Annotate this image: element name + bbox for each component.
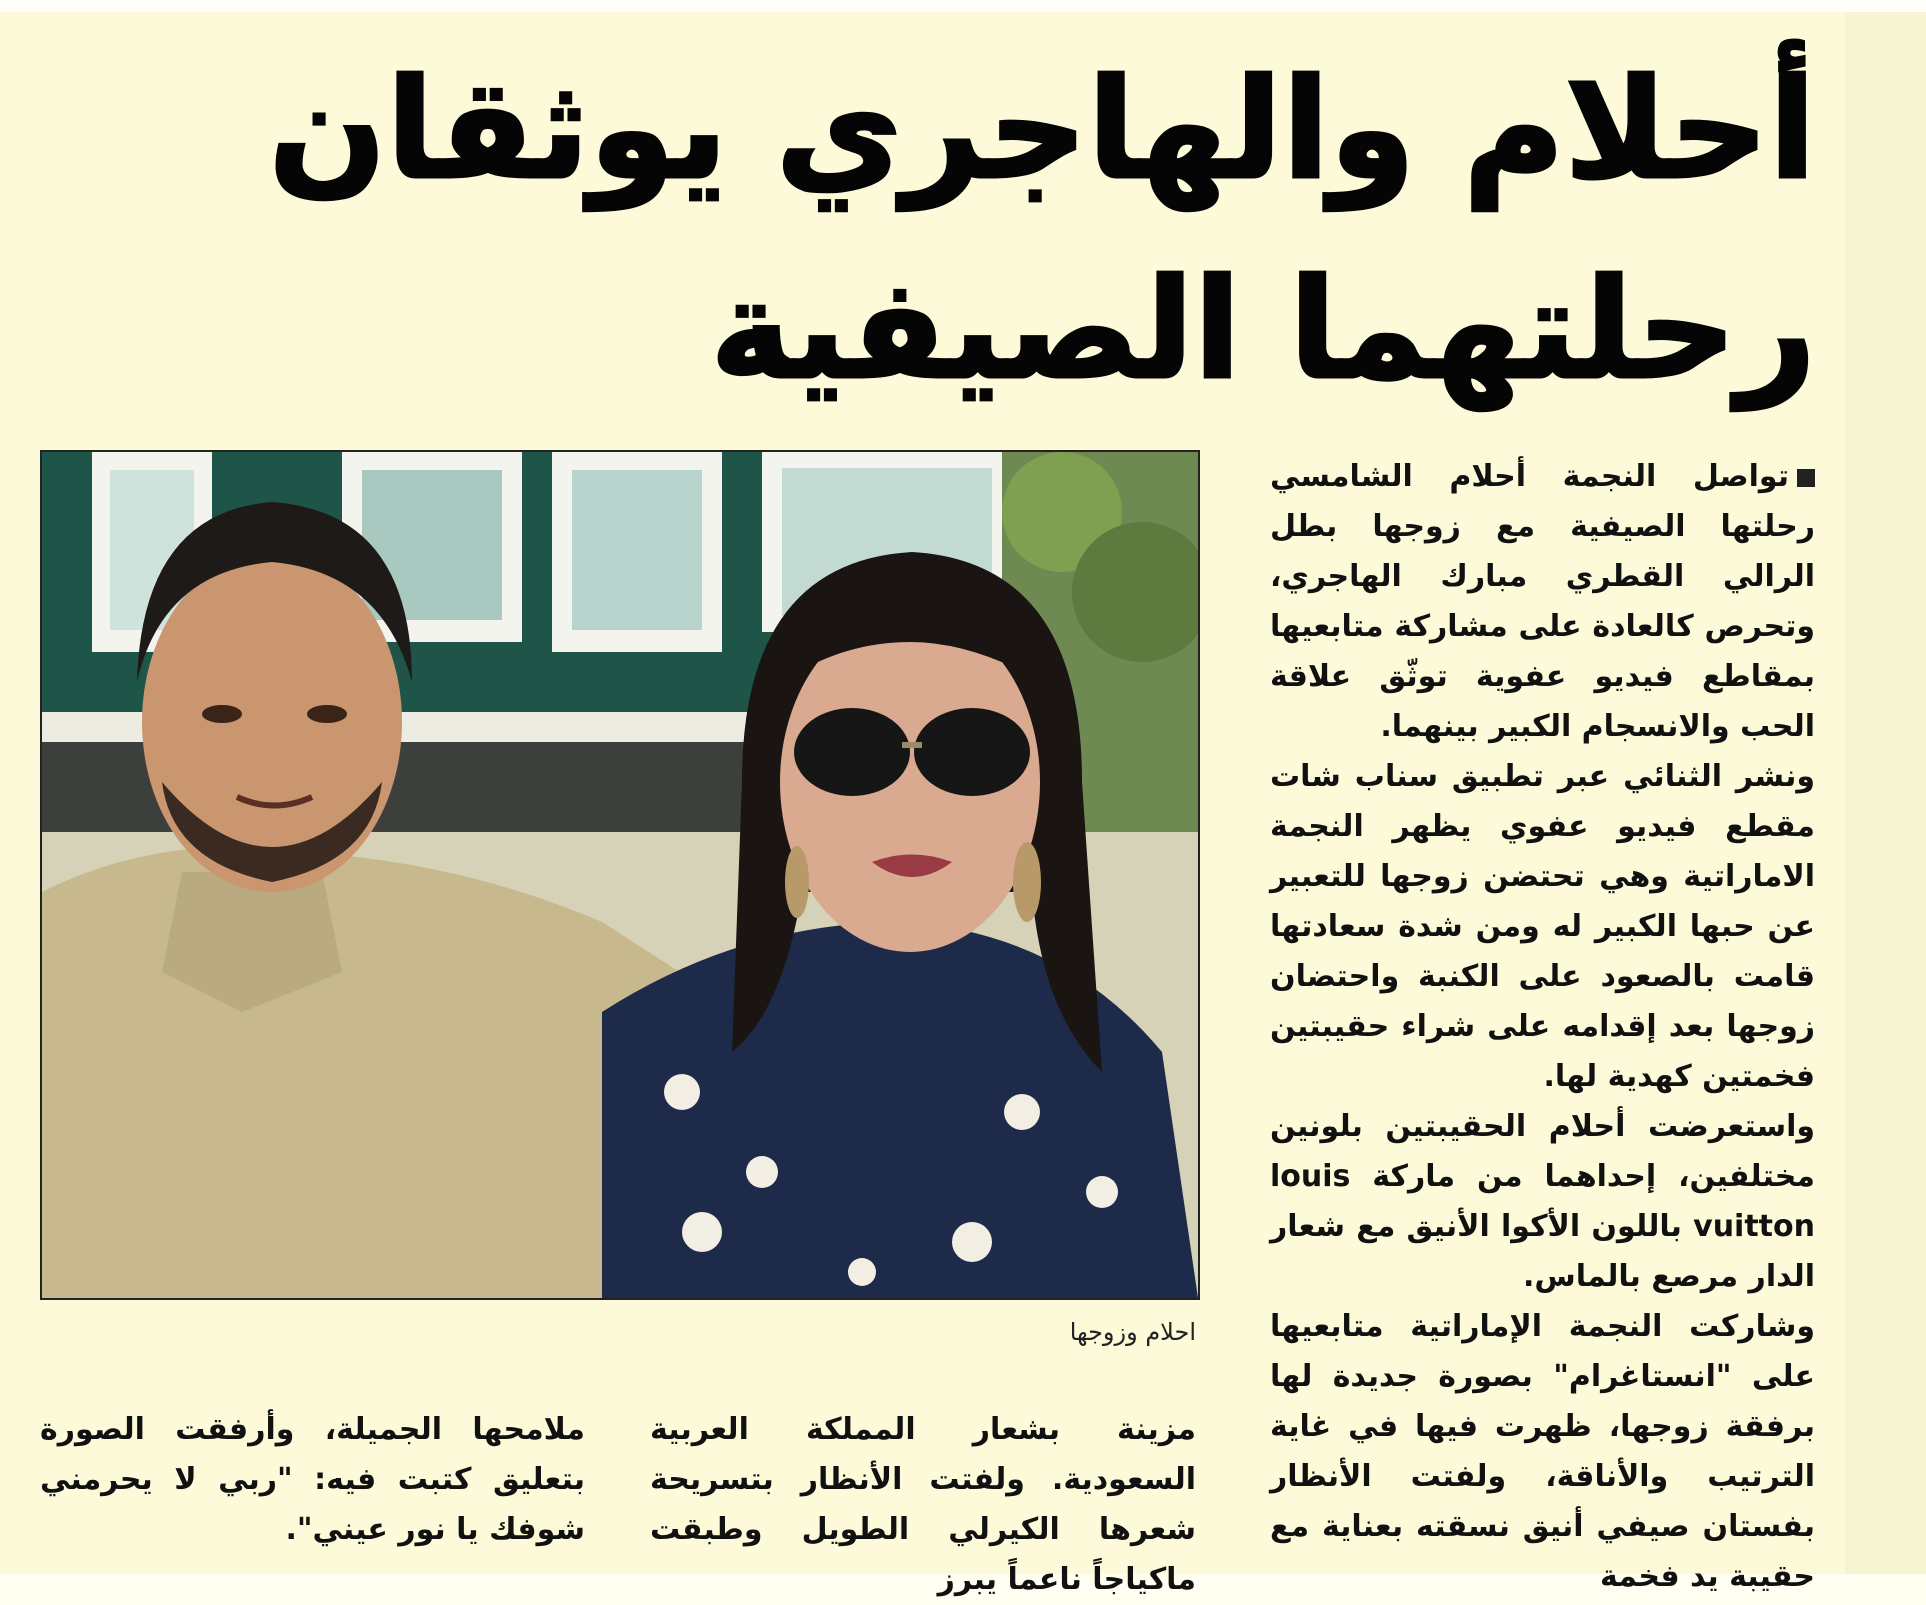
article-column-middle bbox=[650, 1405, 1196, 1605]
article-column-right bbox=[1270, 452, 1815, 1602]
paragraph-3: واستعرضت أحلام الحقيبتين بلونين مختلفين، إحداهما من ماركة louis vuitton باللون الأكوا الأنيق مع شعار الدار مرصع بالماس. bbox=[1270, 1109, 1815, 1294]
paragraph-1-text: تواصل النجمة أحلام الشامسي رحلتها الصيفية مع زوجها بطل الرالي القطري مبارك الهاجري، وتحرص كالعادة على مشاركة متابعيها بمقاطع فيديو عفوية توثّق علاقة الحب والانسجام الكبير بينهما. bbox=[1270, 459, 1815, 744]
top-margin bbox=[0, 0, 1926, 12]
bullet-marker bbox=[1797, 469, 1815, 487]
paragraph-2: ونشر الثنائي عبر تطبيق سناب شات مقطع فيديو عفوي يظهر النجمة الاماراتية وهي تحتضن زوجها للتعبير عن حبها الكبير له ومن شدة سعادتها قامت بالصعود على الكنبة واحتضان زوجها بعد إقدامه على شراء حقيبتين فخمتين كهدية لها. bbox=[1270, 759, 1815, 1094]
paragraph-continued-middle: مزينة بشعار المملكة العربية السعودية. ولفتت الأنظار بتسريحة شعرها الكيرلي الطويل وطبقت ماكياجاً ناعماً يبرز bbox=[650, 1412, 1196, 1597]
paragraph-continued-left: ملامحها الجميلة، وأرفقت الصورة بتعليق كتبت فيه: "ربي لا يحرمني شوفك يا نور عيني". bbox=[40, 1412, 585, 1547]
article-column-left bbox=[40, 1405, 585, 1555]
headline: أحلام والهاجري يوثقان رحلتهما الصيفية bbox=[268, 49, 1816, 410]
right-margin bbox=[1845, 12, 1926, 1574]
photo-caption: احلام وزوجها bbox=[1069, 1318, 1196, 1346]
paragraph-1 bbox=[1270, 452, 1815, 752]
article-photo bbox=[40, 450, 1200, 1300]
paragraph-4: وشاركت النجمة الإماراتية متابعيها على "انستاغرام" بصورة جديدة لها برفقة زوجها، ظهرت فيها في غاية الترتيب والأناقة، ولفتت الأنظار بفستان صيفي أنيق نسقته بعناية مع حقيبة يد فخمة bbox=[1270, 1309, 1815, 1594]
